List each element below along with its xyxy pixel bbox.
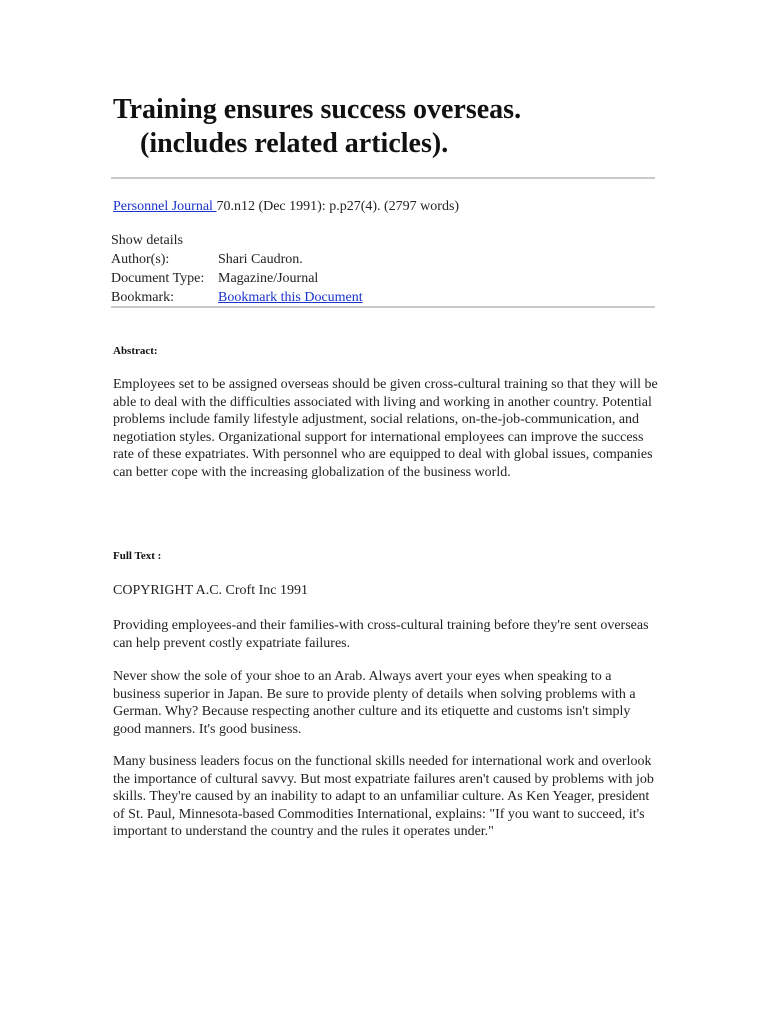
citation-line bbox=[113, 198, 459, 216]
body-paragraph: Never show the sole of your shoe to an Arab. Always avert your eyes when speaking to a business superior in Japan. Be sure to provide plenty of details when solving problems with a German. Why? Because respecting another culture and its etiquette and customs isn't simply good manners. It's good business. bbox=[113, 669, 636, 737]
body-paragraph: Providing employees-and their families-with cross-cultural training before they're sent overseas can help prevent costly expatriate failures. bbox=[113, 618, 649, 651]
journal-link[interactable]: Personnel Journal bbox=[113, 199, 217, 214]
author-label: Author(s): bbox=[111, 252, 170, 267]
author-value: Shari Caudron. bbox=[218, 252, 303, 267]
doctype-label: Document Type: bbox=[111, 271, 205, 286]
bookmark-label: Bookmark: bbox=[111, 290, 174, 305]
title-line-2: (includes related articles). bbox=[140, 128, 449, 159]
show-details-toggle[interactable]: Show details bbox=[111, 233, 183, 248]
details-divider bbox=[111, 306, 655, 308]
bookmark-row bbox=[111, 288, 363, 307]
abstract-heading: Abstract: bbox=[113, 345, 158, 357]
title-line-1: Training ensures success overseas. bbox=[113, 94, 522, 125]
bookmark-link[interactable]: Bookmark this Document bbox=[218, 290, 363, 305]
document-details bbox=[111, 231, 363, 307]
author-row bbox=[111, 250, 363, 269]
doctype-row bbox=[111, 269, 363, 288]
title-divider bbox=[111, 177, 655, 179]
document-title bbox=[113, 93, 673, 161]
doctype-value: Magazine/Journal bbox=[218, 271, 319, 286]
copyright-notice: COPYRIGHT A.C. Croft Inc 1991 bbox=[113, 583, 308, 598]
abstract-text: Employees set to be assigned overseas should be given cross-cultural training so that they will be able to deal with the difficulties associated with living and working in another country. Potential problems include family lifestyle adjustment, social relations, on-the-job-communication, and negotiation styles. Organizational support for international employees can improve the success rate of these expatriates. With personnel who are equipped to deal with global issues, companies can better cope with the increasing globalization of the business world. bbox=[113, 377, 658, 480]
citation-details: 70.n12 (Dec 1991): p.p27(4). (2797 words) bbox=[216, 199, 460, 214]
body-paragraph: Many business leaders focus on the functional skills needed for international work and overlook the importance of cultural savvy. But most expatriate failures aren't caused by problems with job skills. They're caused by an inability to adapt to an unfamiliar culture. As Ken Yeager, president of St. Paul, Minnesota-based Commodities International, explains: "If you want to succeed, it's important to understand the country and the rules it operates under." bbox=[113, 754, 654, 839]
full-text-heading: Full Text : bbox=[113, 550, 162, 562]
